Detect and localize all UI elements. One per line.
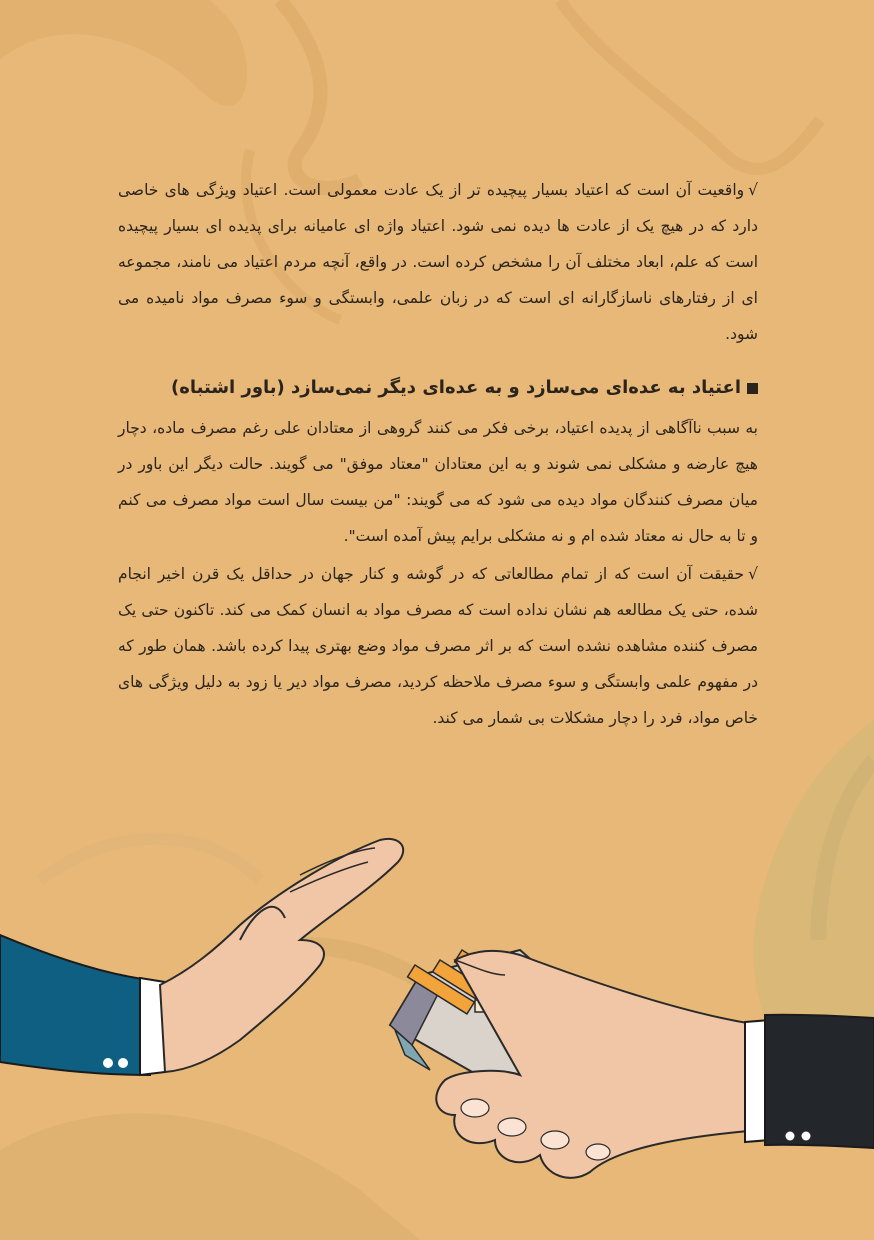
paragraph-belief: به سبب ناآگاهی از پدیده اعتیاد، برخی فکر می کنند گروهی از معتادان علی رغم مصرف ماده، دچار هیچ عارضه و مشکلی نمی شوند و به این معتادان "معتاد موفق" می گویند. حالت دیگر این باور در میان مصرف کنندگان مواد دیده می شود که می گویند: "من بیست سال است مواد مصرف می کنم و تا به حال نه معتاد شده ام و نه مشکلی برایم پیش آمده است".: [118, 419, 758, 545]
section-heading-text: اعتیاد به عده‌ای می‌سازد و به عده‌ای دیگر نمی‌سازد (باور اشتباه): [171, 377, 741, 398]
paragraph-truth-text: حقیقت آن است که از تمام مطالعاتی که در گوشه و کنار جهان در حداقل یک قرن اخیر انجام شده، حتی یک مطالعه هم نشان نداده است که مصرف مواد به انسان کمک می کند. تاکنون حتی یک مصرف کننده مشاهده نشده است که بر اثر مصرف مواد وضع بهتری پیدا کرده باشد. همان طور که در مفهوم علمی وابستگی و سوء مصرف ملاحظه کردید، مصرف مواد دیر یا زود به دلیل ویژگی های خاص مواد، فرد را دچار مشکلات بی شمار می کند.: [118, 565, 758, 727]
paragraph-truth: [118, 556, 758, 736]
left-arm-blue-sleeve: [0, 935, 165, 1075]
check-mark-icon: √: [748, 565, 758, 583]
check-mark-icon: √: [748, 181, 758, 199]
right-arm-black-sleeve: [745, 1015, 874, 1148]
refusing-hand: [160, 839, 403, 1072]
bullet-square-icon: [747, 383, 758, 394]
refusing-cigarette-illustration: [0, 800, 874, 1240]
article-body: [118, 172, 758, 736]
section-heading: [118, 368, 758, 408]
paragraph-intro: [118, 172, 758, 352]
paragraph-intro-text: واقعیت آن است که اعتیاد بسیار پیچیده تر از یک عادت معمولی است. اعتیاد ویژگی های خاصی دارد که در هیچ یک از عادت ها دیده نمی شود. اعتیاد واژه ای عامیانه برای پدیده ای بسیار پیچیده است که علم، ابعاد مختلف آن را مشخص کرده است. در واقع، آنچه مردم اعتیاد می نامند، مجموعه ای از رفتارهای ناسازگارانه ای است که در زبان علمی، وابستگی و سوء مصرف مواد نامیده می شود.: [118, 181, 758, 343]
